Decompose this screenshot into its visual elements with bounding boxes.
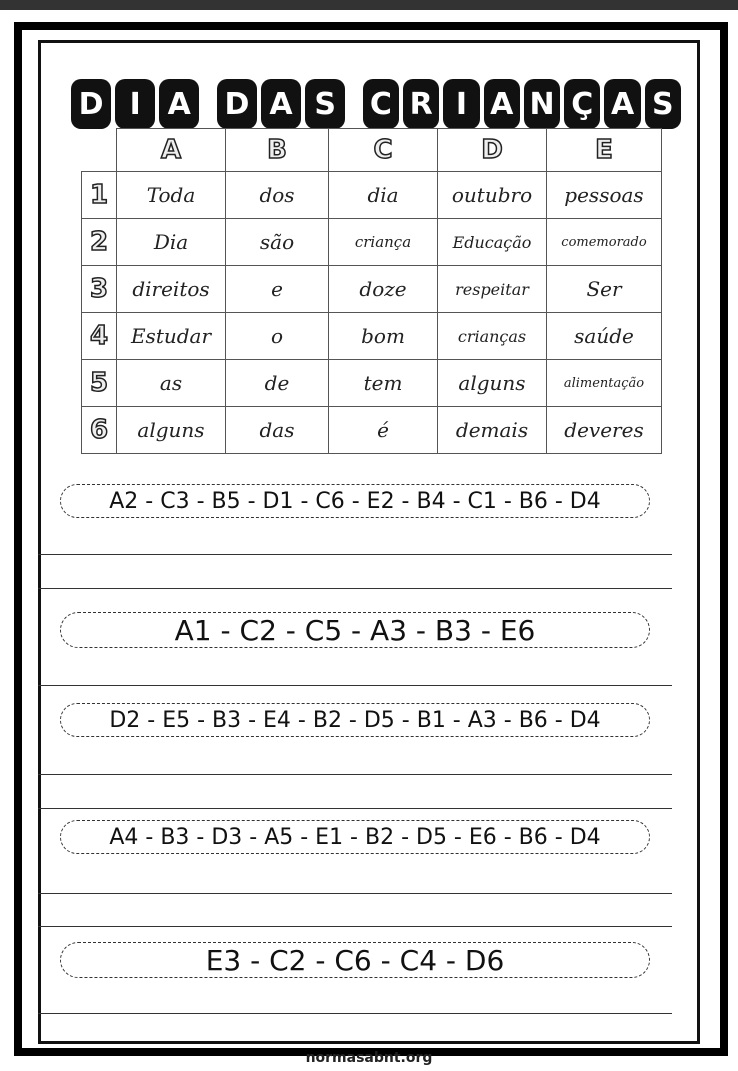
code-strip: A4 - B3 - D3 - A5 - E1 - B2 - D5 - E6 - B6 - D4 xyxy=(60,820,650,854)
title-letter: S xyxy=(645,79,681,129)
grid-cell: pessoas xyxy=(547,172,662,219)
grid-cell: dos xyxy=(226,172,329,219)
grid-cell: alimentação xyxy=(547,360,662,407)
title-letter: D xyxy=(71,79,111,129)
grid-cell: respeitar xyxy=(438,266,547,313)
table-row xyxy=(82,266,662,313)
grid-cell: é xyxy=(329,407,438,454)
title-letter: A xyxy=(484,79,520,129)
table-row xyxy=(82,360,662,407)
grid-cell: das xyxy=(226,407,329,454)
grid-cell: alguns xyxy=(117,407,226,454)
title-letter: A xyxy=(604,79,640,129)
answer-line xyxy=(38,774,672,775)
grid-cell: Ser xyxy=(547,266,662,313)
page-title xyxy=(71,76,681,132)
grid-cell: demais xyxy=(438,407,547,454)
title-letter: S xyxy=(305,79,345,129)
grid-cell: bom xyxy=(329,313,438,360)
top-bar xyxy=(0,0,738,10)
grid-cell: saúde xyxy=(547,313,662,360)
row-header: 6 xyxy=(82,407,117,454)
grid-cell: são xyxy=(226,219,329,266)
grid-cell: as xyxy=(117,360,226,407)
title-letter: A xyxy=(261,79,301,129)
worksheet-border xyxy=(14,22,728,1056)
table-row xyxy=(82,219,662,266)
code-strip: A1 - C2 - C5 - A3 - B3 - E6 xyxy=(60,612,650,648)
column-header: D xyxy=(438,129,547,172)
answer-line xyxy=(38,1013,672,1014)
title-letter: R xyxy=(403,79,439,129)
grid-cell: deveres xyxy=(547,407,662,454)
code-strip: A2 - C3 - B5 - D1 - C6 - E2 - B4 - C1 - B6 - D4 xyxy=(60,484,650,518)
answer-line xyxy=(38,588,672,589)
table-row xyxy=(82,172,662,219)
title-letter: I xyxy=(115,79,155,129)
grid-cell: Estudar xyxy=(117,313,226,360)
code-strip: E3 - C2 - C6 - C4 - D6 xyxy=(60,942,650,978)
row-header: 4 xyxy=(82,313,117,360)
column-header: E xyxy=(547,129,662,172)
grid-cell: outubro xyxy=(438,172,547,219)
word-grid xyxy=(81,128,662,454)
table-row xyxy=(82,407,662,454)
grid-cell: crianças xyxy=(438,313,547,360)
column-header: C xyxy=(329,129,438,172)
column-header: A xyxy=(117,129,226,172)
title-letter: N xyxy=(524,79,560,129)
row-header: 2 xyxy=(82,219,117,266)
grid-cell: Educação xyxy=(438,219,547,266)
row-header: 1 xyxy=(82,172,117,219)
grid-cell: Dia xyxy=(117,219,226,266)
title-letter: D xyxy=(217,79,257,129)
answer-line xyxy=(38,685,672,686)
grid-cell: o xyxy=(226,313,329,360)
row-header: 3 xyxy=(82,266,117,313)
title-letter: I xyxy=(443,79,479,129)
grid-cell: tem xyxy=(329,360,438,407)
grid-cell: comemorado xyxy=(547,219,662,266)
answer-line xyxy=(38,808,672,809)
column-header: B xyxy=(226,129,329,172)
grid-cell: criança xyxy=(329,219,438,266)
row-header: 5 xyxy=(82,360,117,407)
grid-cell: doze xyxy=(329,266,438,313)
footer-source: normasabnt.org xyxy=(305,1050,433,1066)
grid-cell: dia xyxy=(329,172,438,219)
title-letter: C xyxy=(363,79,399,129)
title-letter: Ç xyxy=(564,79,600,129)
title-letter: A xyxy=(159,79,199,129)
answer-line xyxy=(38,926,672,927)
answer-line xyxy=(38,893,672,894)
grid-cell: de xyxy=(226,360,329,407)
grid-cell: Toda xyxy=(117,172,226,219)
grid-cell: e xyxy=(226,266,329,313)
grid-cell: alguns xyxy=(438,360,547,407)
code-strip: D2 - E5 - B3 - E4 - B2 - D5 - B1 - A3 - B6 - D4 xyxy=(60,703,650,737)
table-row xyxy=(82,313,662,360)
grid-cell: direitos xyxy=(117,266,226,313)
answer-line xyxy=(38,554,672,555)
